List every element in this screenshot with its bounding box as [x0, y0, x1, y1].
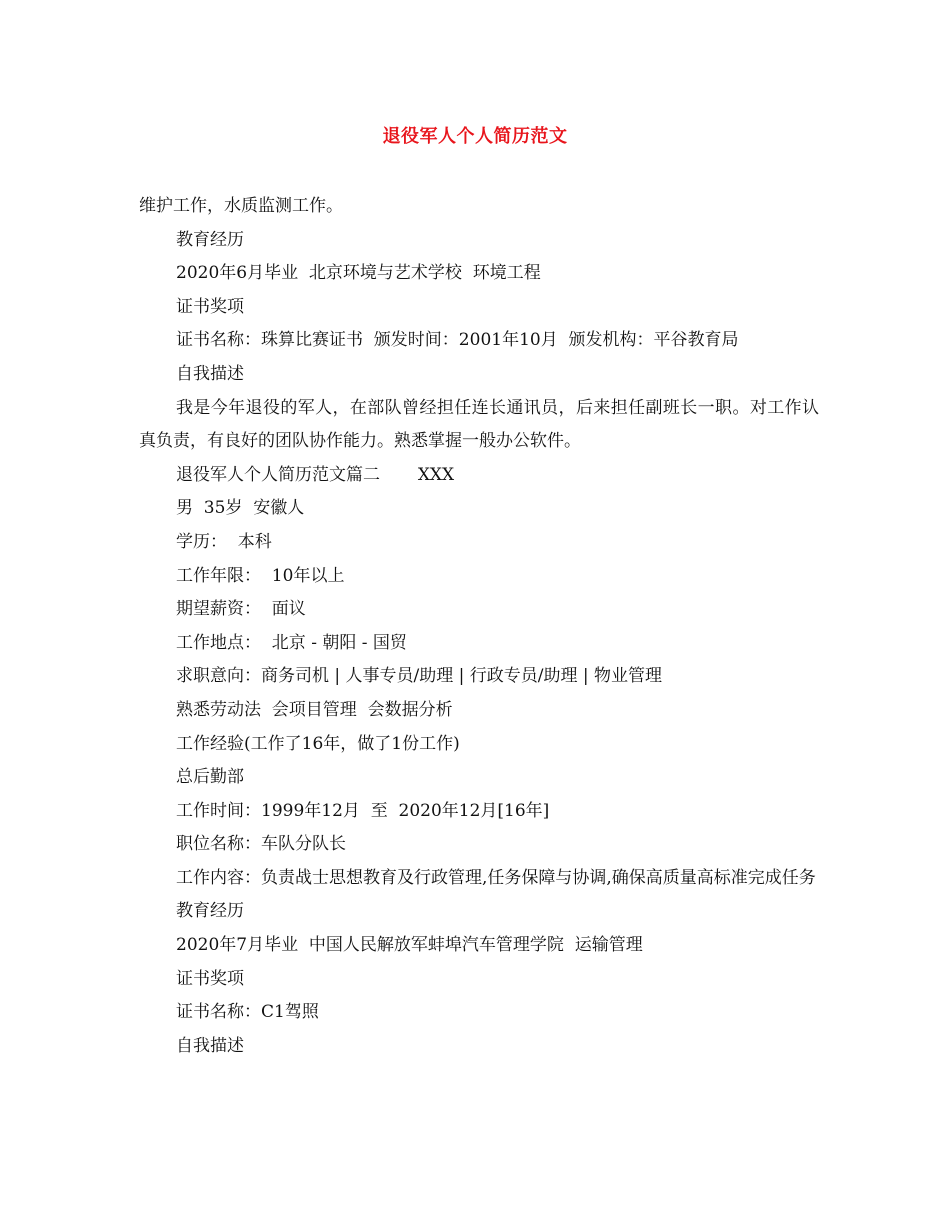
work-content: 工作内容：负责战士思想教育及行政管理,任务保障与协调,确保高质量高标准完成任务 — [176, 867, 816, 888]
section-heading-certificates: 证书奖项 — [176, 296, 244, 317]
work-period: 工作时间：1999年12月 至 2020年12月[16年] — [176, 800, 550, 821]
job-intention: 求职意向：商务司机 | 人事专员/助理 | 行政专员/助理 | 物业管理 — [176, 666, 663, 687]
document-body — [139, 190, 819, 1063]
education-entry: 2020年7月毕业 中国人民解放军蚌埠汽车管理学院 运输管理 — [176, 935, 643, 956]
personal-info: 男 35岁 安徽人 — [176, 498, 305, 519]
resume-two-heading: 退役军人个人简历范文篇二 XXX — [176, 464, 455, 485]
section-heading-certificates: 证书奖项 — [176, 968, 244, 989]
self-description-text: 我是今年退役的军人，在部队曾经担任连长通讯员，后来担任副班长一职。对工作认真负责，有良好的团队协作能力。熟悉掌握一般办公软件。 — [139, 397, 819, 452]
section-heading-education: 教育经历 — [176, 901, 244, 922]
paragraph: 维护工作，水质监测工作。 — [139, 196, 343, 216]
education-level: 学历： 本科 — [176, 531, 272, 552]
section-heading-education: 教育经历 — [176, 229, 244, 250]
work-experience-summary: 工作经验(工作了16年，做了1份工作) — [176, 733, 460, 754]
expected-salary: 期望薪资： 面议 — [176, 599, 306, 620]
work-location: 工作地点： 北京 - 朝阳 - 国贸 — [176, 632, 407, 653]
certificate-entry: 证书名称：C1驾照 — [176, 1002, 319, 1023]
employer-name: 总后勤部 — [176, 767, 244, 788]
section-heading-self-description: 自我描述 — [176, 363, 244, 384]
position-title: 职位名称：车队分队长 — [176, 834, 346, 855]
document-title: 退役军人个人简历范文 — [382, 126, 568, 147]
section-heading-self-description: 自我描述 — [176, 1035, 244, 1056]
work-years: 工作年限： 10年以上 — [176, 565, 345, 586]
education-entry: 2020年6月毕业 北京环境与艺术学校 环境工程 — [176, 263, 541, 284]
certificate-entry: 证书名称：珠算比赛证书 颁发时间：2001年10月 颁发机构：平谷教育局 — [176, 330, 739, 351]
skills: 熟悉劳动法 会项目管理 会数据分析 — [176, 699, 453, 720]
